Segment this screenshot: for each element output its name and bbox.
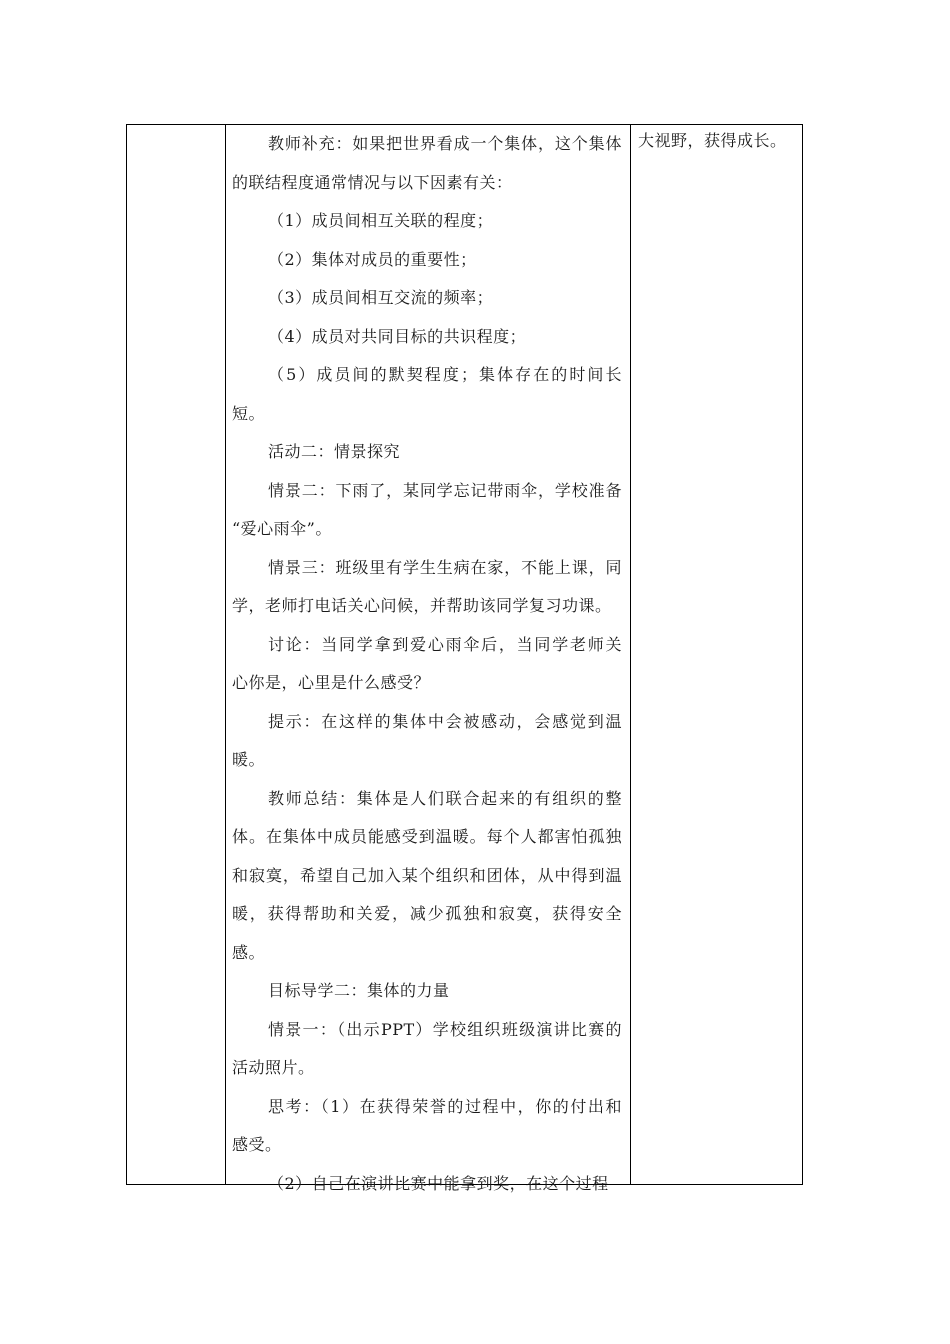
paragraph-line: 情景三：班级里有学生生病在家，不能上课，同 [268,557,622,577]
paragraph [232,626,622,703]
lesson-plan-table [126,124,803,1193]
paragraph-line: 心你是，心里是什么感受？ [232,673,431,692]
paragraph-line: （2）自己在演讲比赛中能拿到奖，在这个过程 [268,1173,609,1193]
paragraph-line: 学，老师打电话关心问候，并帮助该同学复习功课。 [232,596,612,615]
main-content-column [225,125,631,1193]
paragraph [232,318,622,357]
paragraph-line: “爱心雨伞”。 [232,519,332,538]
paragraph-line: 活动二：情景探究 [268,442,401,461]
paragraph-line: 感。 [232,942,266,962]
paragraph-line: 教师总结：集体是人们联合起来的有组织的整 [268,788,622,808]
paragraph [232,972,622,1011]
paragraph-line: 和寂寞，希望自己加入某个组织和团体，从中得到温 [232,865,622,885]
paragraph [232,125,622,202]
paragraph [232,241,622,280]
paragraph [232,1165,622,1204]
paragraph-line: 体。在集体中成员能感受到温暖。每个人都害怕孤独 [232,827,622,846]
paragraph [232,433,622,472]
paragraph-line: （4）成员对共同目标的共识程度； [268,326,527,346]
paragraph-line: （5）成员间的默契程度；集体存在的时间长 [268,365,622,384]
paragraph [232,202,622,241]
paragraph [232,279,622,318]
paragraph-line: 教师补充：如果把世界看成一个集体，这个集体 [268,134,622,153]
paragraph [232,356,622,433]
paragraph-line: （2）集体对成员的重要性； [268,249,477,269]
paragraph-line: （3）成员间相互交流的频率； [268,288,494,307]
paragraph [232,703,622,780]
paragraph-line: 情景一：（出示PPT）学校组织班级演讲比赛的 [268,1019,622,1039]
lesson-body-text [232,125,622,1203]
paragraph [232,549,622,626]
paragraph-line: 情景二：下雨了，某同学忘记带雨伞，学校准备 [268,480,622,500]
paragraph-line: 的联结程度通常情况与以下因素有关： [232,172,513,192]
paragraph-line: 活动照片。 [232,1058,315,1077]
paragraph-line: 提示：在这样的集体中会被感动，会感觉到温 [268,711,622,731]
paragraph-line: 短。 [232,403,266,423]
paragraph [232,472,622,549]
paragraph-line: 目标导学二：集体的力量 [268,981,450,1000]
paragraph-line: 讨论：当同学拿到爱心雨伞后，当同学老师关 [268,634,622,654]
side-note-text: 大视野，获得成长。 [638,131,787,150]
left-column [127,125,226,1184]
side-notes-column [630,125,802,1184]
paragraph-line: 暖。 [232,750,266,769]
paragraph [232,1088,622,1165]
paragraph-line: 感受。 [232,1135,282,1154]
paragraph-line: （1）成员间相互关联的程度； [268,211,494,230]
paragraph-line: 暖，获得帮助和关爱，减少孤独和寂寞，获得安全 [232,904,622,923]
paragraph [232,780,622,973]
paragraph [232,1011,622,1088]
paragraph-line: 思考：（1）在获得荣誉的过程中，你的付出和 [268,1096,622,1116]
